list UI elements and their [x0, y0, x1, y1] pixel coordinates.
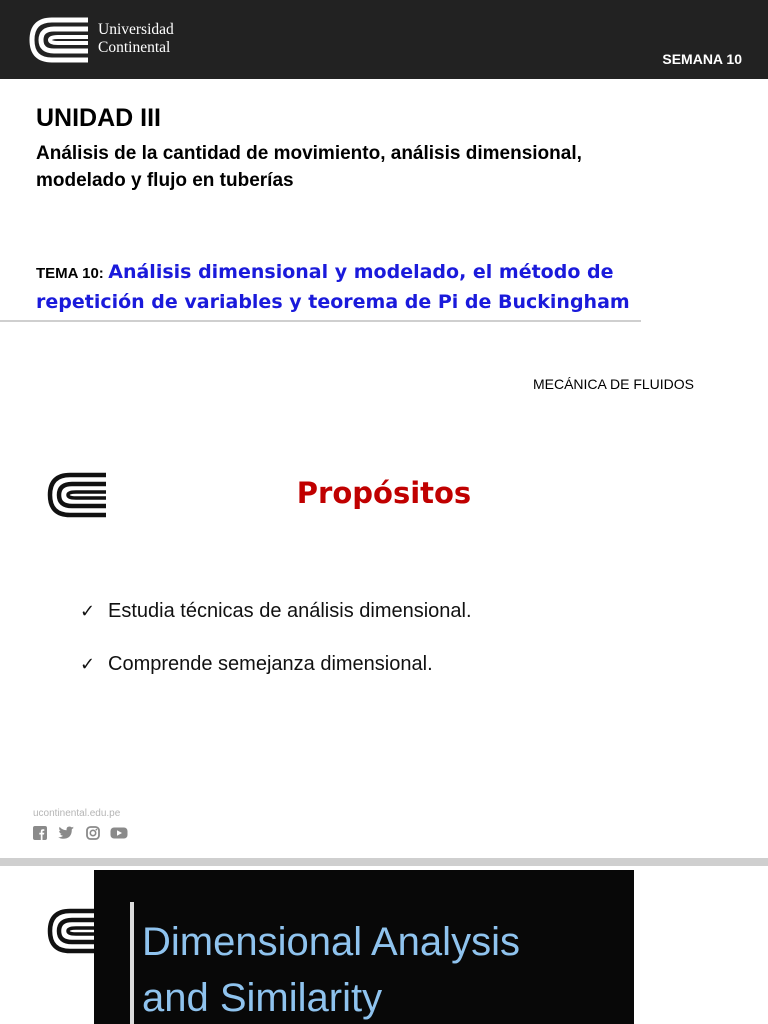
brand-line-2: Continental — [98, 39, 171, 56]
instagram-icon[interactable] — [86, 826, 100, 845]
video-title — [142, 914, 520, 1024]
video-accent-line — [130, 902, 134, 1024]
checkmark-icon: ✓ — [80, 654, 96, 674]
divider-line — [0, 320, 641, 322]
website-link[interactable]: ucontinental.edu.pe — [33, 808, 121, 819]
purposes-heading: Propósitos — [296, 476, 472, 510]
slide-separator — [0, 858, 768, 866]
topic-title: Análisis dimensional y modelado, el método de repetición de variables y teorema de Pi de Buckingham — [36, 261, 630, 313]
list-item — [80, 651, 472, 704]
video-title-line-2: and Similarity — [142, 976, 383, 1020]
brand-line-1: Universidad — [98, 21, 174, 38]
facebook-icon[interactable] — [33, 826, 47, 845]
social-icons — [33, 826, 134, 842]
purpose-text: Estudia técnicas de análisis dimensional. — [108, 600, 472, 622]
topic-block — [36, 258, 646, 318]
video-title-line-1: Dimensional Analysis — [142, 920, 520, 964]
brand-name — [98, 21, 174, 57]
checkmark-icon: ✓ — [80, 601, 96, 621]
title-slide — [0, 0, 768, 438]
purposes-slide — [0, 438, 768, 858]
video-slide — [0, 866, 768, 1024]
university-logo-icon — [28, 16, 92, 64]
video-player[interactable] — [94, 870, 634, 1024]
topic-label: TEMA 10: — [36, 265, 104, 282]
week-label: SEMANA 10 — [662, 51, 742, 67]
list-item — [80, 598, 472, 651]
purposes-list — [80, 598, 472, 704]
unit-title: UNIDAD III — [36, 104, 161, 132]
purpose-text: Comprende semejanza dimensional. — [108, 653, 433, 675]
unit-subtitle: Análisis de la cantidad de movimiento, análisis dimensional, modelado y flujo en tuberías — [36, 143, 582, 191]
course-name: MECÁNICA DE FLUIDOS — [532, 376, 694, 392]
twitter-icon[interactable] — [57, 826, 75, 845]
header-bar — [0, 0, 768, 79]
youtube-icon[interactable] — [110, 826, 128, 845]
